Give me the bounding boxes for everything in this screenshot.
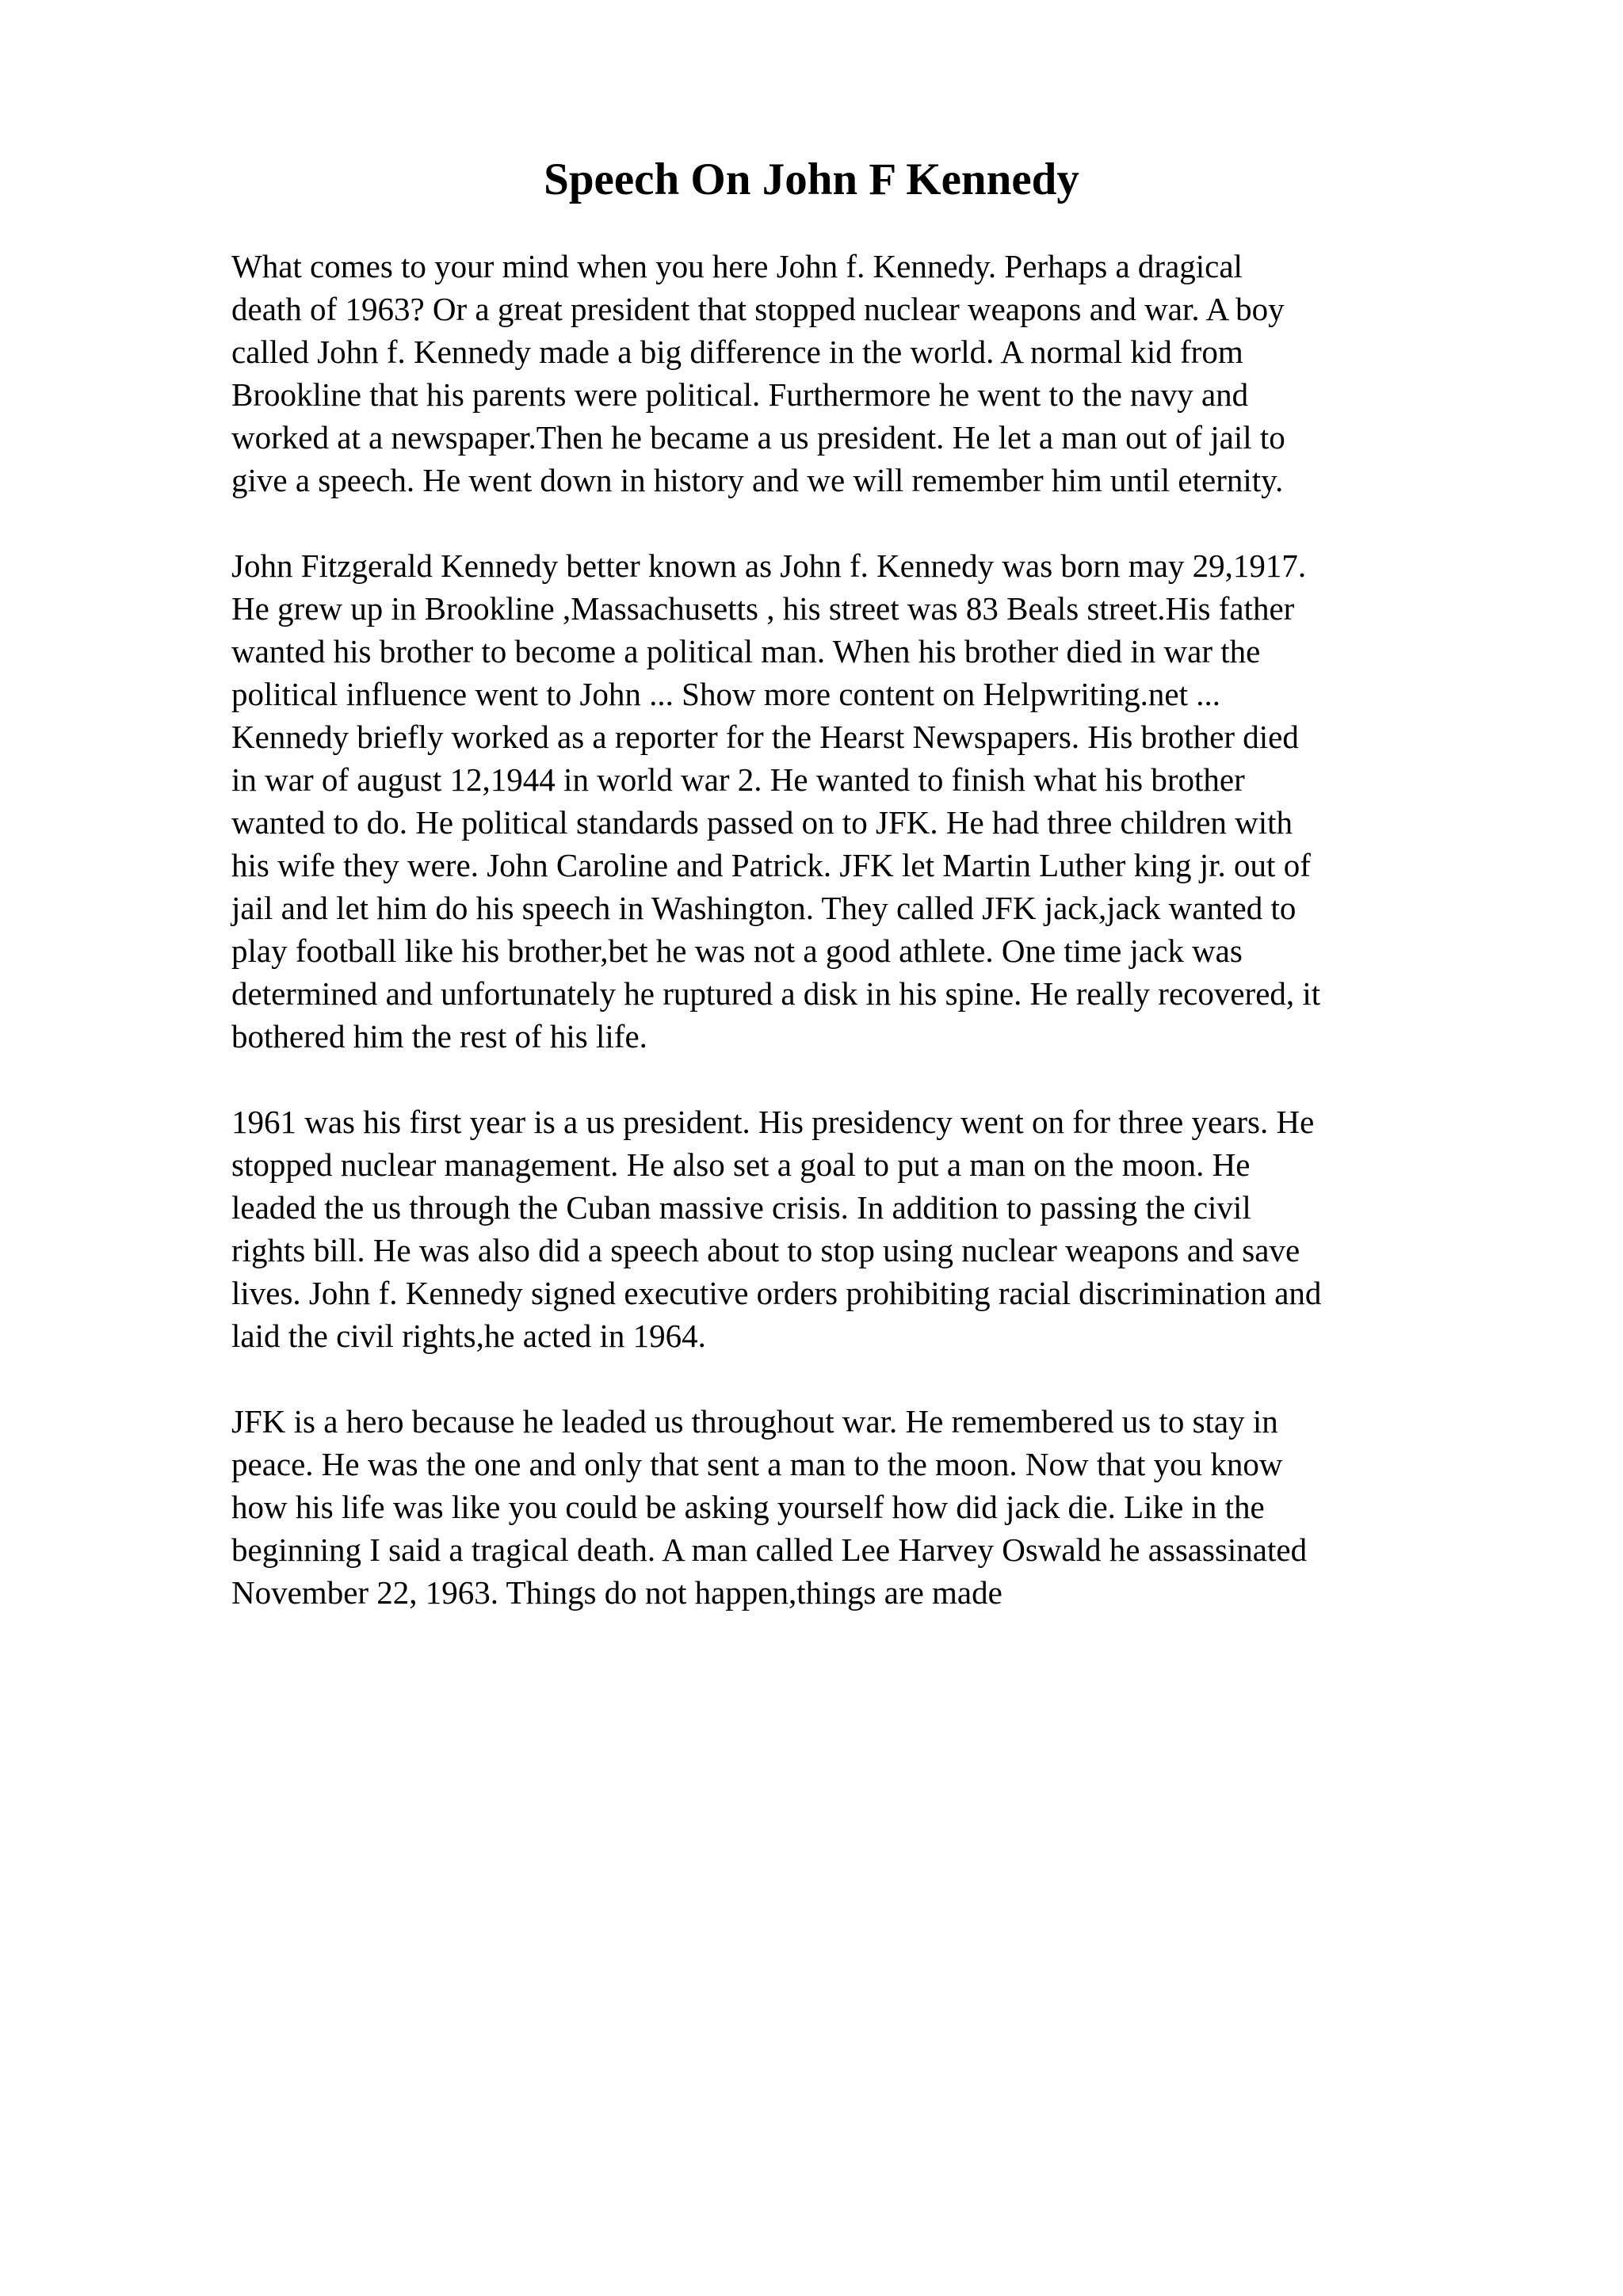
text-line: 1961 was his first year is a us president. His presidency went on for three years. He <box>231 1104 1315 1140</box>
text-line: Kennedy briefly worked as a reporter for the Hearst Newspapers. His brother died <box>231 719 1299 755</box>
text-line: his wife they were. John Caroline and Patrick. JFK let Martin Luther king jr. out of <box>231 847 1311 883</box>
text-line: beginning I said a tragical death. A man called Lee Harvey Oswald he assassinated <box>231 1531 1308 1568</box>
text-line: stopped nuclear management. He also set a goal to put a man on the moon. He <box>231 1146 1251 1183</box>
text-line: He grew up in Brookline ,Massachusetts , his street was 83 Beals street.His father <box>231 590 1295 627</box>
text-line: Brookline that his parents were political. Furthermore he went to the navy and <box>231 376 1249 413</box>
paragraph-2 <box>231 544 1515 1058</box>
document-body <box>231 245 1515 1657</box>
text-line: worked at a newspaper.Then he became a us president. He let a man out of jail to <box>231 419 1285 456</box>
text-line: What comes to your mind when you here John f. Kennedy. Perhaps a dragical <box>231 248 1243 284</box>
document-title: Speech On John F Kennedy <box>544 154 1079 204</box>
text-line: bothered him the rest of his life. <box>231 1018 647 1055</box>
text-line: give a speech. He went down in history and we will remember him until eternity. <box>231 462 1284 498</box>
paragraph-3 <box>231 1100 1515 1357</box>
text-line: John Fitzgerald Kennedy better known as John f. Kennedy was born may 29,1917. <box>231 547 1307 584</box>
text-line: called John f. Kennedy made a big difference in the world. A normal kid from <box>231 334 1243 370</box>
text-line: wanted to do. He political standards passed on to JFK. He had three children with <box>231 804 1293 841</box>
text-line: in war of august 12,1944 in world war 2. He wanted to finish what his brother <box>231 761 1245 798</box>
text-line: jail and let him do his speech in Washington. They called JFK jack,jack wanted to <box>231 890 1296 926</box>
paragraph-4 <box>231 1400 1515 1614</box>
text-line: November 22, 1963. Things do not happen,things are made <box>231 1574 1002 1611</box>
text-line: lives. John f. Kennedy signed executive orders prohibiting racial discrimination and <box>231 1275 1322 1311</box>
text-line: leaded the us through the Cuban massive crisis. In addition to passing the civil <box>231 1189 1251 1226</box>
text-line: play football like his brother,bet he was not a good athlete. One time jack was <box>231 933 1243 969</box>
text-line: laid the civil rights,he acted in 1964. <box>231 1318 706 1354</box>
text-line: death of 1963? Or a great president that stopped nuclear weapons and war. A boy <box>231 291 1285 327</box>
text-line: rights bill. He was also did a speech about to stop using nuclear weapons and save <box>231 1232 1300 1268</box>
text-line: wanted his brother to become a political man. When his brother died in war the <box>231 633 1261 669</box>
text-line: political influence went to John ... Show more content on Helpwriting.net ... <box>231 676 1220 712</box>
text-line: determined and unfortunately he ruptured a disk in his spine. He really recovered, it <box>231 975 1321 1012</box>
text-line: how his life was like you could be asking yourself how did jack die. Like in the <box>231 1489 1265 1525</box>
text-line: peace. He was the one and only that sent a man to the moon. Now that you know <box>231 1446 1283 1482</box>
text-line: JFK is a hero because he leaded us throughout war. He remembered us to stay in <box>231 1403 1278 1440</box>
paragraph-1 <box>231 245 1515 502</box>
